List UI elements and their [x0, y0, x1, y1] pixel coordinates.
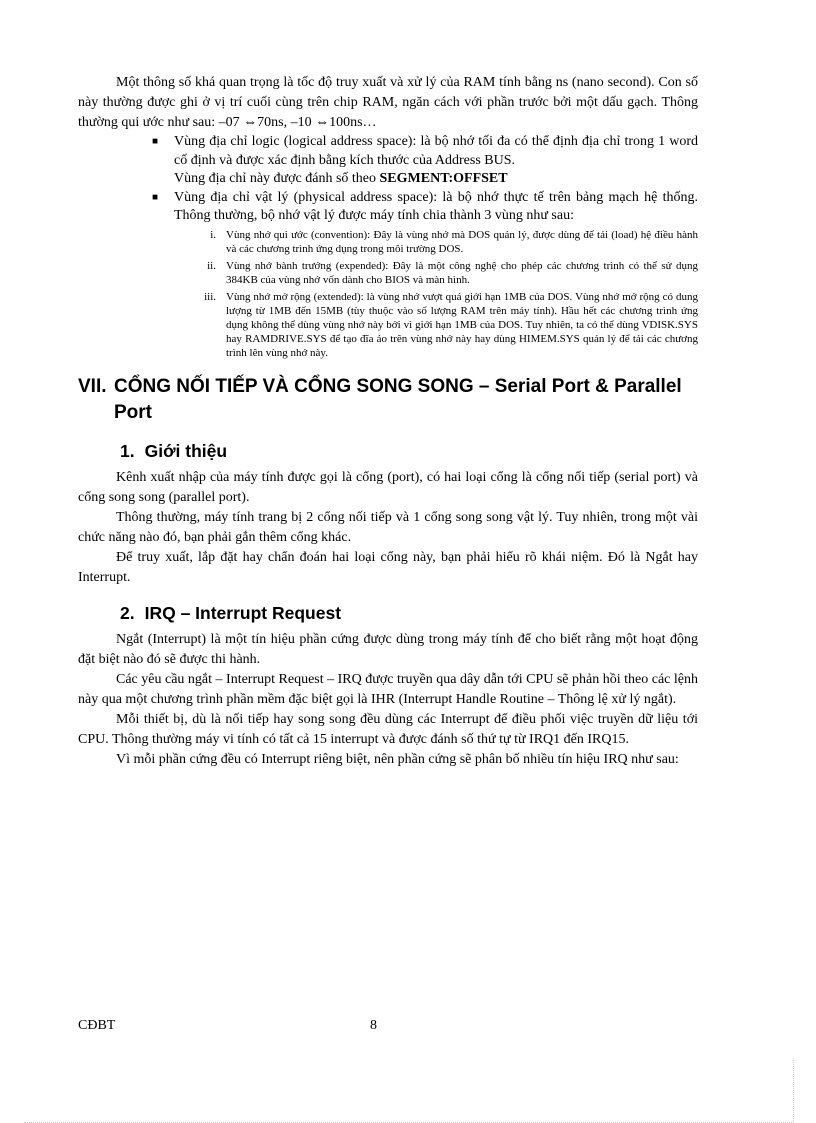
roman-item-conventional — [78, 228, 698, 256]
page-number: 8 — [370, 1018, 377, 1033]
roman-list — [78, 228, 698, 360]
paragraph: Thông thường, máy tính trang bị 2 cổng nối tiếp và 1 cổng song song vật lý. Tuy nhiên, trong một vài chức năng nào đó, bạn phải gắn thêm cổng khác. — [78, 509, 698, 545]
roman-text: Vùng nhớ bành trướng (expended): Đây là một công nghệ cho phép các chương trình có thể sử dụng 384KB của vùng nhớ vốn dành cho BIOS và màn hình. — [226, 259, 698, 286]
bullet-text: Vùng địa chỉ logic (logical address space): là bộ nhớ tối đa có thể định địa chỉ trong 1 word cố định và được xác định bằng kích thước của Address BUS. — [174, 134, 698, 168]
segment-offset-label: SEGMENT:OFFSET — [379, 171, 508, 186]
paragraph: Ngắt (Interrupt) là một tín hiệu phần cứng được dùng trong máy tính để cho biết rằng một hoạt động đặt biệt nào đó sẽ được thi hành. — [78, 631, 698, 667]
bullet-list — [78, 133, 698, 226]
document-page — [78, 73, 698, 770]
paragraph: Các yêu cầu ngắt – Interrupt Request – IRQ được truyền qua dây dẫn tới CPU sẽ phản hồi theo các lệnh này qua một chương trình phần mềm đặc biệt gọi là IHR (Interrupt Handle Routine – Thông lệ xử lý ngắt). — [78, 671, 698, 707]
roman-number: iii. — [204, 290, 216, 303]
section-number: VII. — [78, 375, 107, 397]
subsection-number: 2. — [120, 602, 135, 623]
intro-paragraph: Một thông số khá quan trọng là tốc độ truy xuất và xử lý của RAM tính bằng ns (nano second). Con số này thường được ghi ở vị trí cuối cùng trên chip RAM, ngăn cách với phần trước bởi một dấu gạch. Thông thường qui ước như sau: –07 ⇔70ns, –10 ⇔100ns… — [78, 75, 698, 130]
bullet-item-physical — [78, 189, 698, 226]
subsection-heading-irq — [120, 602, 698, 624]
subsection-title: Giới thiệu — [144, 440, 228, 461]
bullet-extra-line — [174, 170, 698, 189]
paragraph: Để truy xuất, lắp đặt hay chẩn đoán hai loại cổng này, bạn phải hiểu rõ khái niệm. Đó là Ngắt hay Interrupt. — [78, 549, 698, 585]
square-bullet-icon: ■ — [152, 136, 159, 147]
roman-item-expanded — [78, 259, 698, 287]
bullet-item-logical — [78, 133, 698, 189]
footer-label: CĐBT — [78, 1018, 116, 1033]
roman-number: ii. — [207, 259, 216, 272]
subsection-title: IRQ – Interrupt Request — [144, 602, 342, 623]
section-title: CỔNG NỐI TIẾP VÀ CỔNG SONG SONG – Serial Port & Parallel Port — [114, 375, 682, 423]
paragraph: Vì mỗi phần cứng đều có Interrupt riêng biệt, nên phần cứng sẽ phân bố nhiều tín hiệu IRQ như sau: — [116, 751, 679, 767]
section-heading — [78, 374, 698, 426]
bullet-extra-prefix: Vùng địa chỉ này được đánh số theo — [174, 171, 380, 186]
page-border-dotted-vertical — [793, 1060, 794, 1123]
roman-number: i. — [210, 228, 216, 241]
square-bullet-icon: ■ — [152, 191, 159, 203]
roman-text: Vùng nhớ qui ước (convention): Đây là vùng nhớ mà DOS quản lý, được dùng để tải (load) hệ điều hành và các chương trình ứng dụng trong môi trường DOS. — [226, 228, 698, 255]
paragraph: Mỗi thiết bị, dù là nối tiếp hay song song đều dùng các Interrupt để điều phối việc truyền dữ liệu tới CPU. Thông thường máy vi tính có tất cả 15 interrupt và được đánh số thứ tự từ IRQ1 đến IRQ15. — [78, 711, 698, 747]
bullet-text: Vùng địa chỉ vật lý (physical address space): là bộ nhớ thực tế trên bảng mạch hệ thống. Thông thường, bộ nhớ vật lý được máy tính chia thành 3 vùng như sau: — [174, 189, 698, 223]
roman-item-extended — [78, 290, 698, 360]
roman-text: Vùng nhớ mở rộng (extended): là vùng nhớ vượt quá giới hạn 1MB của DOS. Vùng nhớ mở rộng có dung lượng từ 1MB đến 15MB (tùy thuộc vào số lượng RAM trên máy tính). Hầu hết các chương trình ứng dụng không thể dùng vùng nhớ này bởi vì giới hạn 1MB của DOS. Tuy nhiên, ta có thể dùng VDISK.SYS hay RAMDRIVE.SYS để tạo đĩa ảo trên vùng nhớ này hay dùng HIMEM.SYS quản lý để tải các chương trình lên vùng nhớ này. — [226, 290, 698, 359]
subsection-heading-intro — [120, 440, 698, 462]
subsection-number: 1. — [120, 440, 135, 461]
paragraph: Kênh xuất nhập của máy tính được gọi là cổng (port), có hai loại cổng là cổng nối tiếp (serial port) và cổng song song (parallel port). — [78, 469, 698, 505]
